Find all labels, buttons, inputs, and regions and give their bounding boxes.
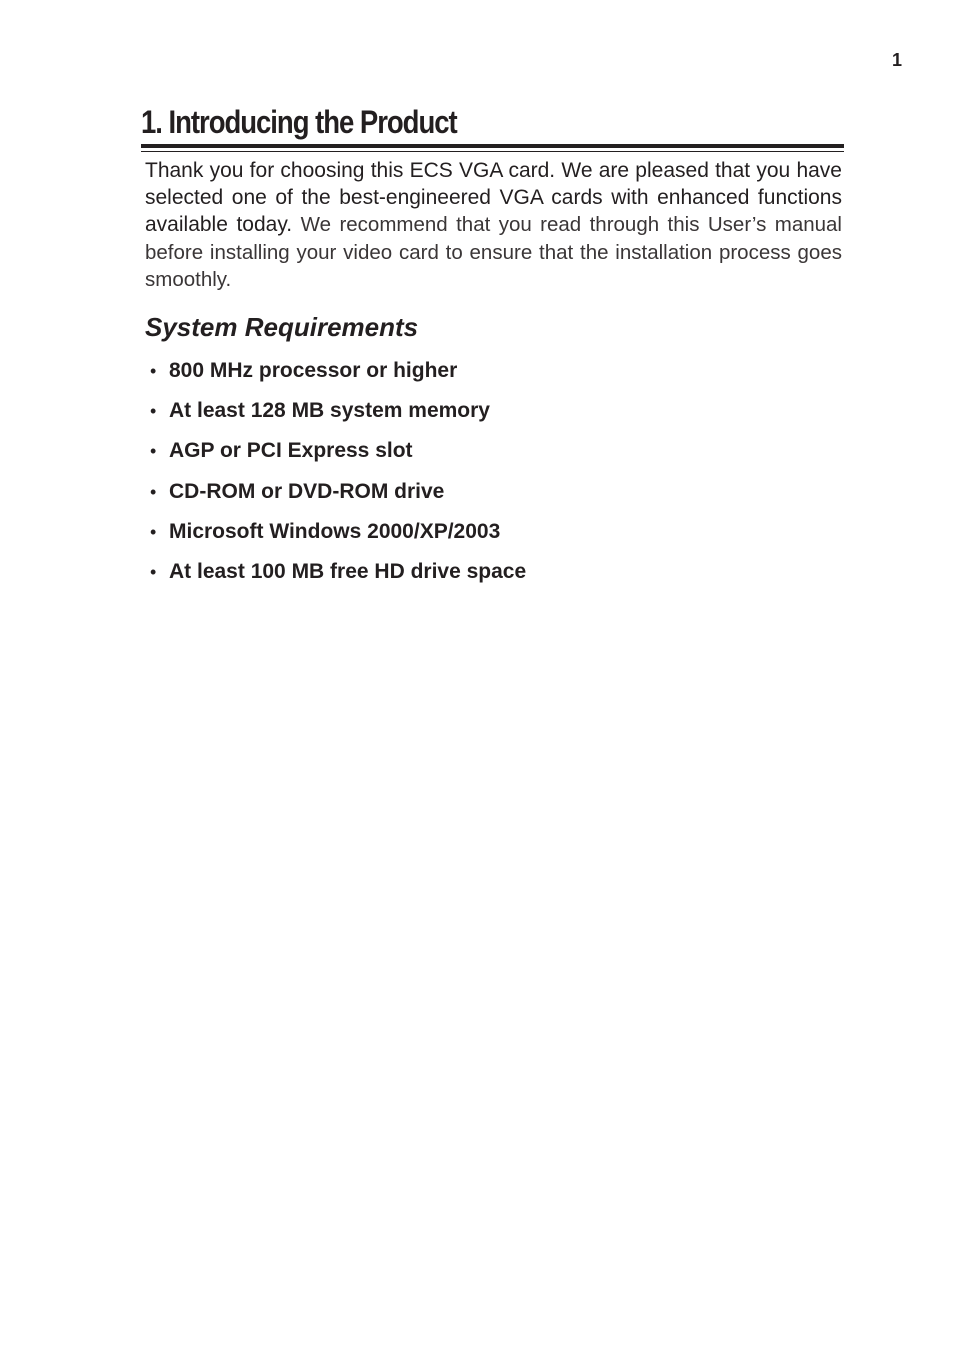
list-item <box>150 477 526 517</box>
bullet-icon: • <box>150 521 157 542</box>
list-item <box>150 396 526 436</box>
system-requirements-heading: System Requirements <box>145 312 419 342</box>
requirements-list <box>150 356 526 597</box>
title-rule-thick <box>141 144 844 148</box>
list-item <box>150 436 526 476</box>
list-item-text: CD-ROM or DVD-ROM drive <box>169 479 445 503</box>
page-number: 1 <box>891 50 902 70</box>
intro-paragraph <box>145 157 842 293</box>
list-item <box>150 356 526 396</box>
intro-text-part2: We recommend that you read through this User’s manual before installing your video card to ensure that the installation process goes smoothly. <box>145 213 842 291</box>
intro-text-part1: Thank you for choosing this ECS VGA card. We are pleased that you have selected one of the best-engineered VGA cards with enhanced functions available today. <box>145 159 842 237</box>
list-item <box>150 557 526 597</box>
bullet-icon: • <box>150 401 157 422</box>
bullet-icon: • <box>150 561 157 582</box>
bullet-icon: • <box>150 361 157 381</box>
chapter-title: 1. Introducing the Product <box>141 104 457 140</box>
list-item-text: At least 100 MB free HD drive space <box>169 559 527 583</box>
list-item-text: AGP or PCI Express slot <box>169 439 413 463</box>
bullet-icon: • <box>150 481 157 502</box>
list-item-text: Microsoft Windows 2000/XP/2003 <box>169 519 501 543</box>
list-item <box>150 517 526 557</box>
bullet-icon: • <box>150 441 157 462</box>
list-item-text: At least 128 MB system memory <box>169 399 490 423</box>
title-rule-thin <box>141 151 844 152</box>
list-item-text: 800 MHz processor or higher <box>169 359 458 382</box>
